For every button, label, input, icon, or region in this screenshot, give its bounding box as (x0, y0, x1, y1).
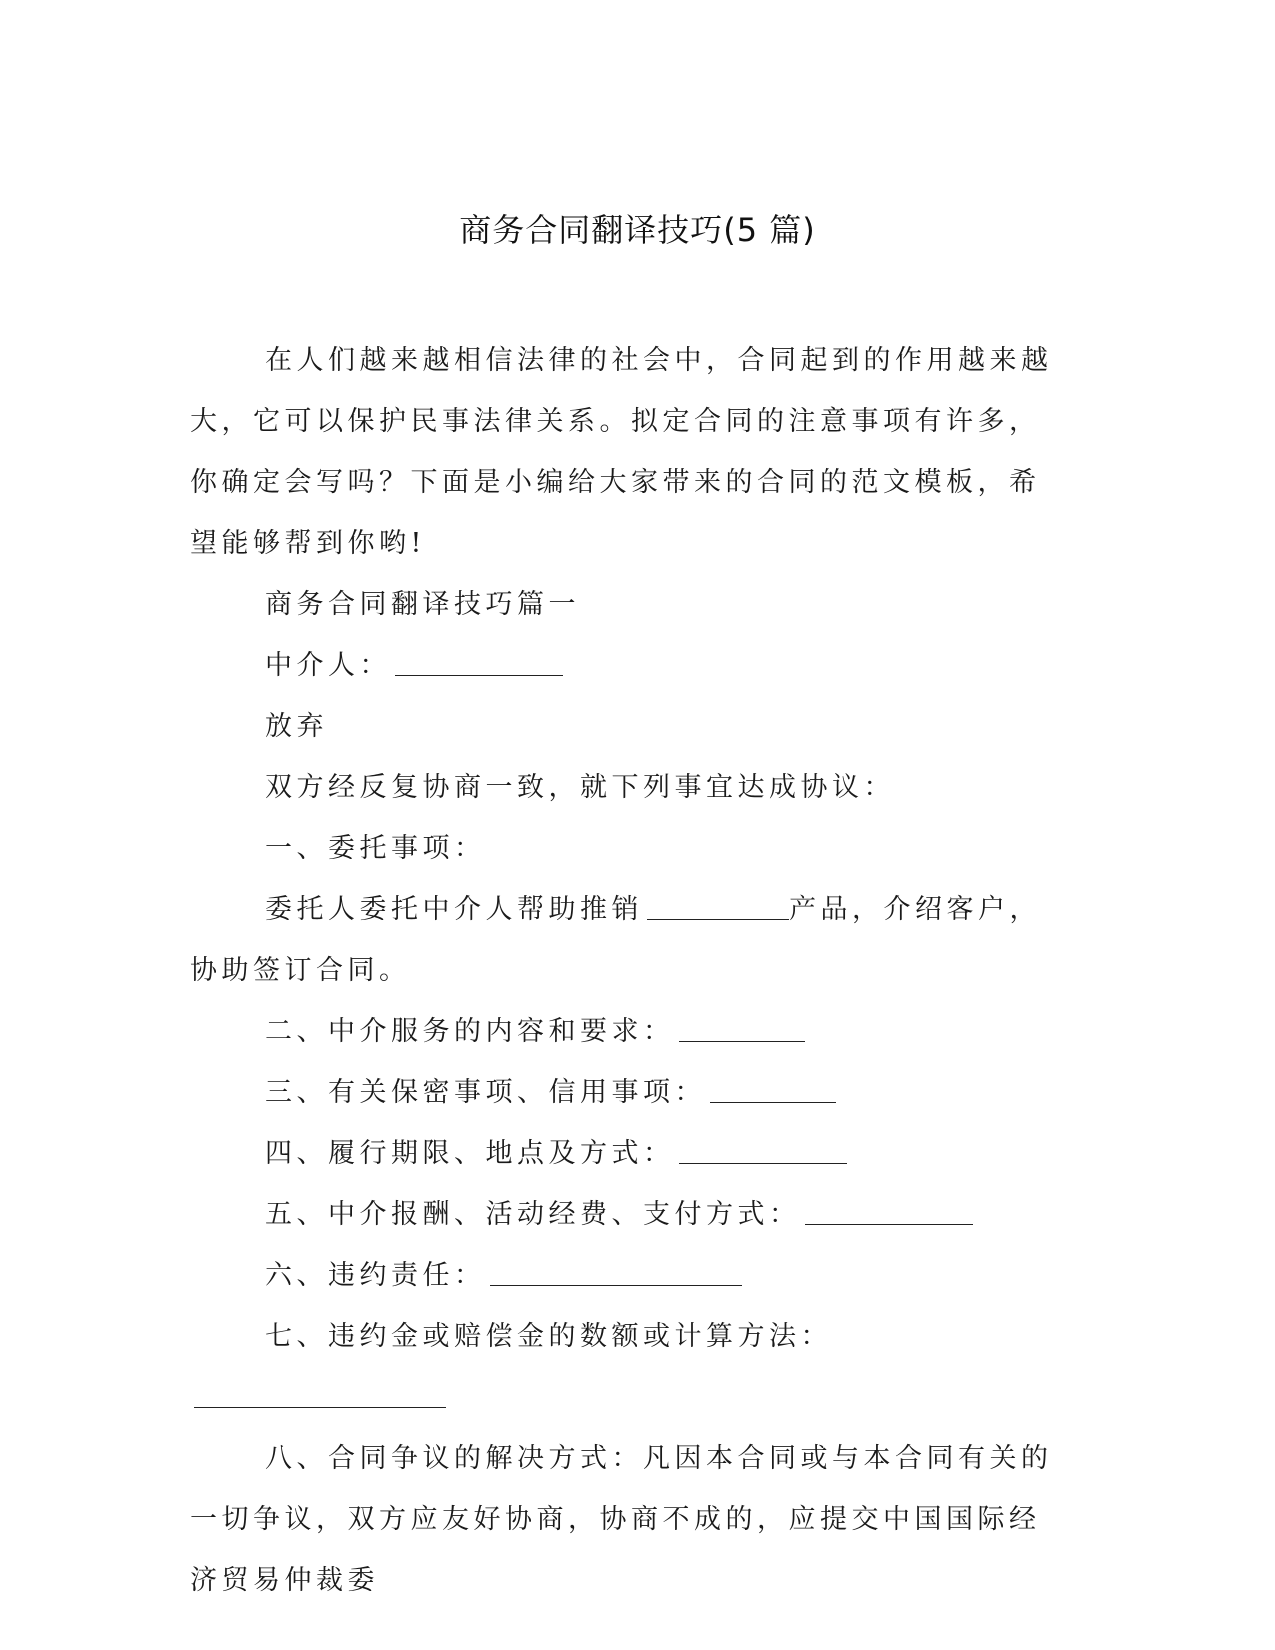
item4-label: 四、履行期限、地点及方式： (265, 1138, 675, 1169)
item2-line (190, 1001, 1070, 1062)
item1-title: 一、委托事项： (265, 833, 486, 864)
section-heading: 商务合同翻译技巧篇一 (265, 589, 580, 620)
item7-label: 七、违约金或赔偿金的数额或计算方法： (265, 1321, 832, 1352)
item2-label: 二、中介服务的内容和要求： (265, 1016, 675, 1047)
item5-label: 五、中介报酬、活动经费、支付方式： (265, 1199, 801, 1230)
item7-line (190, 1306, 1070, 1428)
item3-blank[interactable] (710, 1075, 836, 1103)
item8-paragraph: 八、合同争议的解决方式：凡因本合同或与本合同有关的一切争议，双方应友好协商，协商不成的，应提交中国国际经济贸易仲裁委 (190, 1443, 1053, 1596)
document-title: 商务合同翻译技巧(5 篇) (459, 211, 816, 249)
item5-line (190, 1184, 1070, 1245)
item1-text-before: 委托人委托中介人帮助推销 (265, 894, 643, 925)
intro-paragraph: 在人们越来越相信法律的社会中，合同起到的作用越来越大，它可以保护民事法律关系。拟定合同的注意事项有许多，你确定会写吗？下面是小编给大家带来的合同的范文模板，希望能够帮到你哟! (190, 345, 1053, 559)
waive-line: 放弃 (265, 711, 328, 742)
item3-line (190, 1062, 1070, 1123)
item1-text (190, 879, 1070, 1001)
intermediary-label: 中介人： (265, 650, 391, 681)
item6-blank[interactable] (490, 1258, 742, 1286)
item7-blank[interactable] (194, 1380, 446, 1408)
item1-text-after: 产品，介绍客户，协助签订合同。 (190, 894, 1041, 986)
product-blank[interactable] (647, 892, 789, 920)
intermediary-blank[interactable] (395, 648, 563, 676)
item4-blank[interactable] (679, 1136, 847, 1164)
agreement-intro: 双方经反复协商一致，就下列事宜达成协议： (265, 772, 895, 803)
item6-line (190, 1245, 1070, 1306)
item4-line (190, 1123, 1070, 1184)
item3-label: 三、有关保密事项、信用事项： (265, 1077, 706, 1108)
intermediary-line (190, 635, 1070, 696)
item5-blank[interactable] (805, 1197, 973, 1225)
item6-label: 六、违约责任： (265, 1260, 486, 1291)
item2-blank[interactable] (679, 1014, 805, 1042)
document-body (190, 330, 1070, 1611)
